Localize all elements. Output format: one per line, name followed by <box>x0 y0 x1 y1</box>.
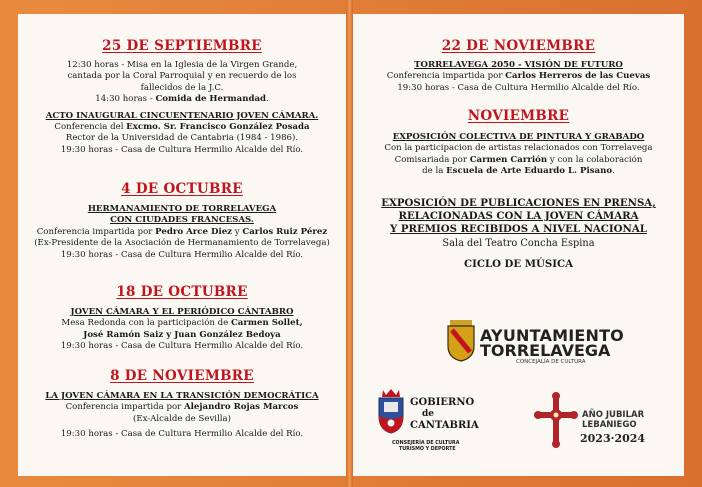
ciclo-musica-heading: CICLO DE MÚSICA <box>463 257 573 270</box>
text-line: (Ex-Alcalde de Sevilla) <box>132 413 232 424</box>
venue-line: 19:30 horas - Casa de Cultura Hermilio Alcalde del Río. <box>60 341 304 352</box>
venue-line: 19:30 horas - Casa de Cultura Hermilio Alcalde del Río. <box>60 249 304 260</box>
lead-text: Conferencia impartida por <box>386 71 506 82</box>
event-title: JOVEN CÁMARA Y EL PERIÓDICO CÁNTABRO <box>70 307 294 317</box>
event-title: CON CIUDADES FRANCESAS. <box>110 215 254 226</box>
cantabria-text: CANTABRIA <box>410 420 479 431</box>
date-heading: 18 DE OCTUBRE <box>116 284 248 300</box>
venue-line: 19:30 horas - Casa de Cultura Hermilio Alcalde del Río. <box>60 144 304 155</box>
ano-jubilar-logo <box>534 388 654 458</box>
speaker-name: Carlos Herreros de las Cuevas <box>505 71 651 82</box>
speaker-names: José Ramón Saiz y Juan González Bedoya <box>83 329 281 340</box>
venue-line: 19:30 horas - Casa de Cultura Hermilio Alcalde del Río. <box>60 429 304 440</box>
date-heading: NOVIEMBRE <box>467 108 570 124</box>
event-title: LA JOVEN CÁMARA EN LA TRANSICIÓN DEMOCRÁTICA <box>45 391 319 401</box>
lebaniego-cross-icon <box>534 392 578 448</box>
exhibition-title: EXPOSICIÓN DE PUBLICACIONES EN PRENSA, <box>381 197 656 209</box>
event-title: ACTO INAUGURAL CINCUENTENARIO JOVEN CÁMARA. <box>45 110 319 121</box>
gobierno-text: GOBIERNO <box>410 397 475 408</box>
date-heading: 4 DE OCTUBRE <box>121 181 243 197</box>
cantabria-crest-icon <box>376 388 406 434</box>
text-line: 12:30 horas - Misa en la Iglesia de la Virgen Grande, <box>66 60 298 70</box>
venue-line: 19:30 horas - Casa de Cultura Hermilio Alcalde del Río. <box>397 82 640 93</box>
years-text: 2023·2024 <box>580 432 646 445</box>
event-22-noviembre <box>353 38 684 94</box>
speaker-name: Carmen Sollet, <box>230 318 303 329</box>
event-8-noviembre <box>18 368 346 441</box>
exhibition-title: Y PREMIOS RECIBIDOS A NIVEL NACIONAL <box>390 223 647 236</box>
date-heading: 8 DE NOVIEMBRE <box>110 368 254 384</box>
text-line <box>18 122 346 133</box>
lead-text: Conferencia del <box>54 122 127 133</box>
text-line: cantada por la Coral Parroquial y en recuerdo de los <box>67 71 297 82</box>
fold-crease <box>346 0 353 487</box>
text-line <box>353 155 684 166</box>
event-title: HERMANAMIENTO DE TORRELAVEGA <box>87 204 277 214</box>
event-noviembre-exposicion <box>353 108 684 178</box>
lead-text: Comisariada por <box>394 154 470 165</box>
ayuntamiento-logo <box>446 318 624 370</box>
text-line <box>353 166 684 177</box>
speaker-name: Pedro Arce Diez <box>155 226 233 237</box>
speaker-name: Excmo. Sr. Francisco González Posada <box>126 122 310 133</box>
torrelavega-shield-icon <box>446 320 476 362</box>
date-heading: 25 DE SEPTIEMBRE <box>102 38 262 54</box>
text-line <box>18 227 346 238</box>
consejeria-text: CONSEJERÍA DE CULTURA <box>392 441 460 446</box>
curator-name: Carmen Carrión <box>469 154 548 165</box>
date-heading: 22 DE NOVIEMBRE <box>441 38 596 54</box>
text-line: (Ex-Presidente de la Asociación de Hermanamiento de Torrelavega) <box>34 238 330 249</box>
exhibition-title: RELACIONADAS CON LA JOVEN CÁMARA <box>398 210 639 223</box>
text-line: Con la participacion de artistas relacionados con Torrelavega <box>384 143 653 154</box>
event-name: Comida de Hermandad <box>155 94 267 105</box>
school-name: Escuela de Arte Eduardo L. Pisano <box>446 166 613 177</box>
speaker-name: Carlos Ruiz Pérez <box>242 226 328 237</box>
consejeria-text-2: TURISMO Y DEPORTE <box>399 447 456 452</box>
lebaniego-text: LEBANIEGO <box>582 420 637 430</box>
event-25-septiembre <box>18 38 346 156</box>
lead-text: Mesa Redonda con la participación de <box>61 318 231 329</box>
text-line <box>353 71 684 82</box>
text-line <box>18 94 346 105</box>
de-text: de <box>422 409 435 419</box>
venue-line: Sala del Teatro Concha Espina <box>442 237 595 249</box>
torrelavega-text: TORRELAVEGA <box>480 341 611 360</box>
lead-text: de la <box>422 166 447 177</box>
event-title: TORRELAVEGA 2050 - VISIÓN DE FUTURO <box>414 60 623 70</box>
concejalia-text: CONCEJALÍA DE CULTURA <box>516 359 586 365</box>
left-panel <box>18 14 346 476</box>
lead-text: Conferencia impartida por <box>36 226 156 237</box>
event-18-octubre <box>18 284 346 353</box>
gobierno-cantabria-logo <box>372 388 502 458</box>
lead-text: Conferencia impartida por <box>65 402 184 413</box>
text-line: fallecidos de la J.C. <box>140 82 224 93</box>
text-line <box>18 402 346 413</box>
period: . <box>612 166 615 177</box>
conjunction: y <box>232 226 243 237</box>
event-publicaciones <box>353 197 684 271</box>
text-line: Rector de la Universidad de Cantabria (1984 - 1986). <box>65 133 299 144</box>
text-line <box>18 318 346 329</box>
event-title: EXPOSICIÓN COLECTIVA DE PINTURA Y GRABADO <box>392 132 645 142</box>
period: . <box>266 94 269 105</box>
speaker-name: Alejandro Rojas Marcos <box>184 402 299 413</box>
time-text: 14:30 horas - <box>95 94 156 105</box>
event-4-octubre <box>18 181 346 261</box>
ano-jubilar-text: AÑO JUBILAR <box>582 410 645 420</box>
trail-text: y con la colaboración <box>547 154 643 165</box>
ayuntamiento-text: AYUNTAMIENTO <box>480 326 624 345</box>
